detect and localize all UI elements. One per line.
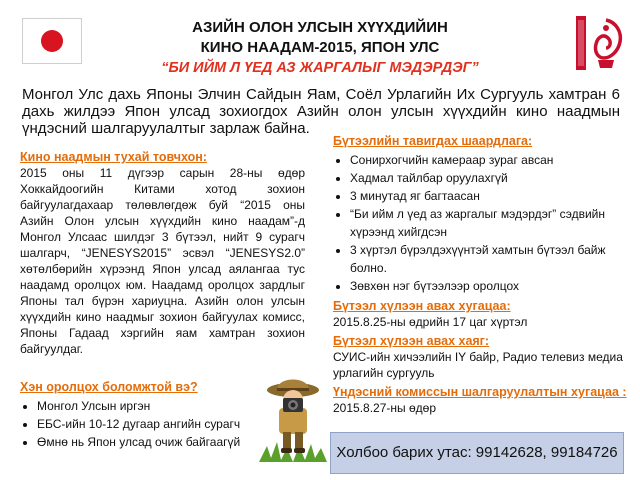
about-heading: Кино наадмын тухай товчхон:: [20, 150, 207, 164]
title-line-2: КИНО НААДАМ-2015, ЯПОН УЛС: [200, 39, 440, 56]
address-heading: Бүтээл хүлээн авах хаяг:: [333, 334, 490, 348]
list-item: • Сонирхогчийн камераар зураг авсан: [350, 151, 628, 169]
list-item: • Монгол Улсын иргэн: [37, 397, 280, 415]
eligibility-section: [20, 380, 280, 451]
photographer-icon: [257, 372, 329, 464]
right-column: [333, 134, 628, 420]
deadline-section: [333, 299, 628, 330]
requirements-heading: Бүтээлийн тавигдах шаардлага:: [333, 134, 533, 148]
slogan: “БИ ИЙМ Л ҮЕД АЗ ЖАРГАЛЫГ МЭДЭРДЭГ”: [161, 60, 479, 76]
list-item: • 3 минутад яг багтаасан: [350, 187, 628, 205]
eligibility-heading: Хэн оролцох боломжтой вэ?: [20, 380, 198, 394]
list-item: • Хадмал тайлбар оруулахгүй: [350, 169, 628, 187]
japan-flag-icon: [22, 18, 82, 64]
list-item: • ЕБС-ийн 10-12 дугаар ангийн сурагч: [37, 415, 280, 433]
address-section: [333, 334, 628, 381]
list-item: • Зөвхөн нэг бүтээлээр оролцох: [350, 277, 628, 295]
list-item: • “Би ийм л үед аз жаргалыг мэдэрдэг” сэдвийн хүрээнд хийгдсэн: [350, 205, 628, 241]
intro-text: Монгол Улс дахь Японы Элчин Сайдын Яам, Соёл Урлагийн Их Сургууль хамтран 6 дахь жилдээ Япон улсад зохиогдох Азийн олон улсын хүүхдийн кино наадмын үндэсний шалгаруулалтыг зарлаж байна.: [22, 86, 620, 137]
about-section: [20, 150, 305, 357]
seal-logo-icon: [574, 12, 626, 74]
contact-box: Холбоо барих утас: 99142628, 99184726: [330, 432, 624, 474]
flag-sun: [41, 30, 63, 52]
requirements-section: [333, 134, 628, 295]
poster-title: [170, 18, 470, 58]
list-item: • 3 хүртэл бүрэлдэхүүнтэй хамтын бүтээл байж болно.: [350, 241, 628, 277]
selection-section: [333, 385, 628, 416]
title-line-1: АЗИЙН ОЛОН УЛСЫН ХҮҮХДИЙИН: [192, 19, 448, 36]
selection-value: 2015.8.27-ны өдөр: [333, 401, 436, 415]
about-text: 2015 оны 11 дүгээр сарын 28-ны өдөр Хоккайдоогийн Китами хотод зохион байгуулагдахаар төлөвлөгдөж буй “2015 оны Азийн Олон улсын хүүхдийн кино наадам”-д Монгол Улсаас шилдэг 3 бүтээл, нийт 9 сурагч шалгарч, “JENESYS2015” эсвэл “JENESYS2.0” хөтөлбөрийн хүрээнд Япон улсад аялангаа тус наадамд оролцох юм. Наадамд оролцох зардлыг Японы тал бүрэн хариуцна. Азийн олон улсын хүүхдийн кино наадмыг зохион байгуулах комисс, Японы Гадаад хэргийн яам хамтран зохион байгуулдаг.: [20, 166, 305, 356]
requirements-list: [333, 151, 628, 295]
deadline-value: 2015.8.25-ны өдрийн 17 цаг хүртэл: [333, 315, 528, 329]
selection-heading: Үндэсний комиссын шалгаруулалтын хугацаа :: [333, 385, 627, 399]
deadline-heading: Бүтээл хүлээн авах хугацаа:: [333, 299, 511, 313]
list-item: • Өмнө нь Япон улсад очиж байгаагүй: [37, 433, 280, 451]
eligibility-list: [20, 397, 280, 451]
address-value: СУИС-ийн хичээлийн IY байр, Радио телевиз медиа урлагийн сургууль: [333, 350, 623, 380]
